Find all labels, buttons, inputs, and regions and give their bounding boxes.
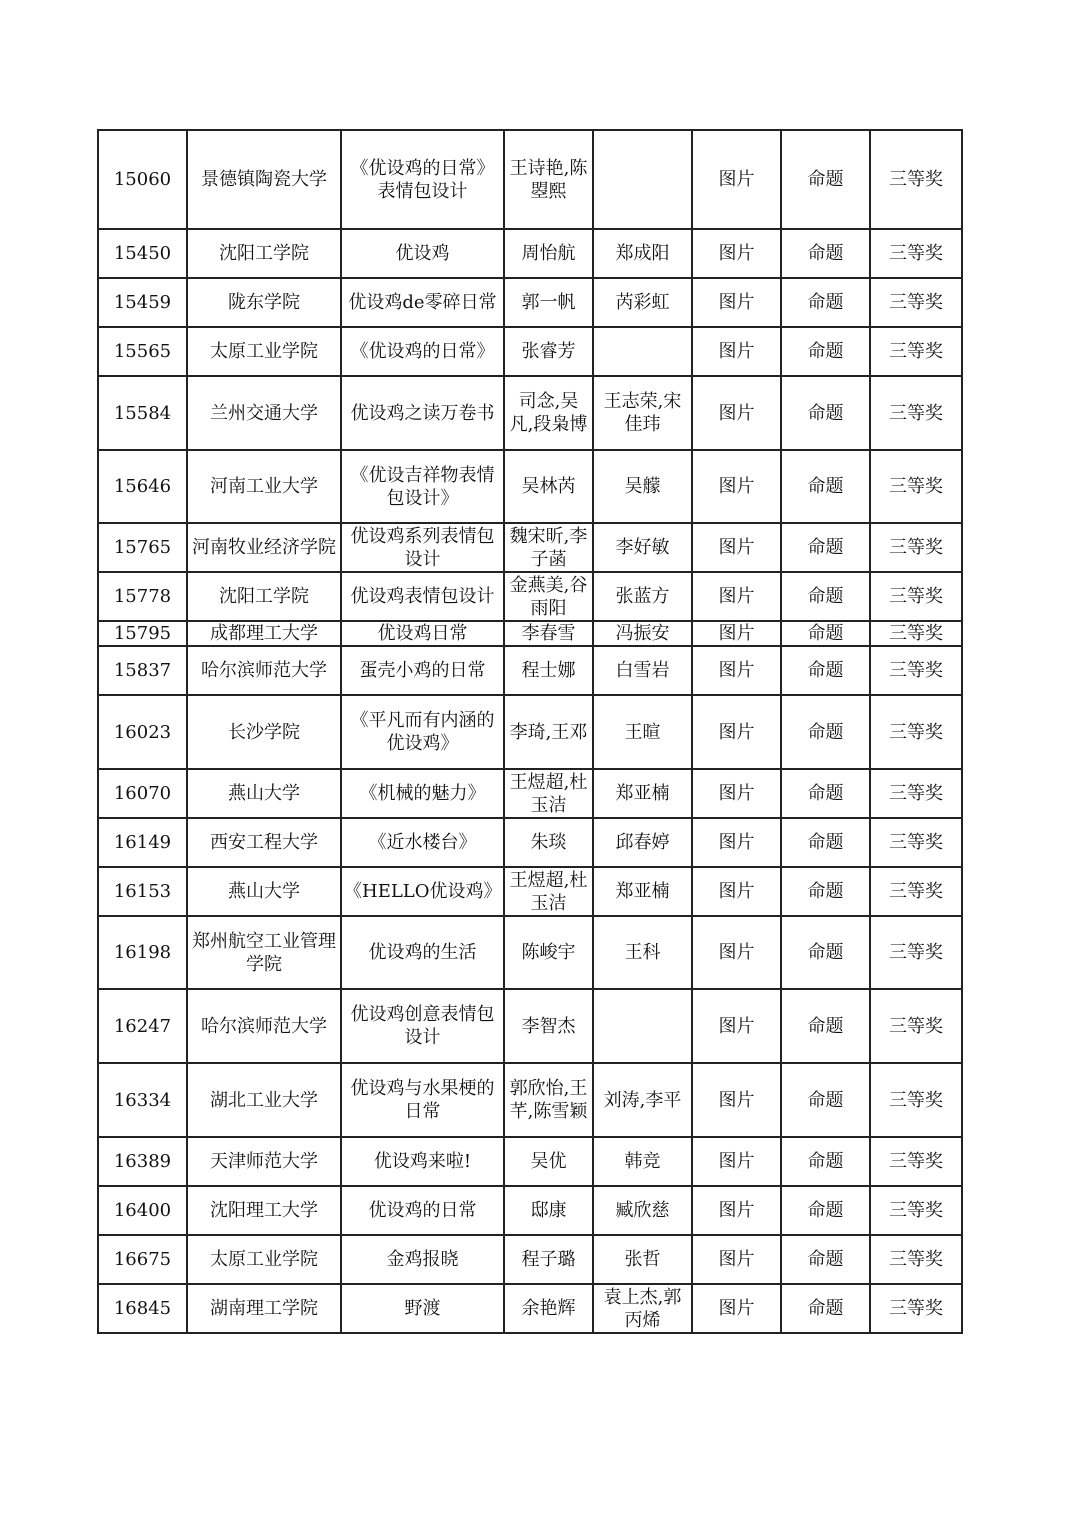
- school-name-cell: 湖南理工学院: [187, 1284, 341, 1333]
- school-name-cell: 燕山大学: [187, 769, 341, 818]
- advisor-cell: 王暄: [593, 695, 692, 769]
- category-cell: 图片: [692, 989, 781, 1063]
- school-name-cell: 兰州交通大学: [187, 376, 341, 450]
- advisor-cell: 郑亚楠: [593, 867, 692, 916]
- award-cell: 三等奖: [870, 769, 962, 818]
- category-cell: 图片: [692, 867, 781, 916]
- advisor-cell: 张哲: [593, 1235, 692, 1284]
- award-cell: 三等奖: [870, 646, 962, 695]
- school-name-cell: 河南工业大学: [187, 450, 341, 523]
- authors-cell: 李琦,王邓: [504, 695, 593, 769]
- authors-cell: 张睿芳: [504, 327, 593, 376]
- entry-id-cell: 16149: [98, 818, 187, 867]
- category-cell: 图片: [692, 916, 781, 989]
- authors-cell: 吴林芮: [504, 450, 593, 523]
- school-name-cell: 陇东学院: [187, 278, 341, 327]
- table-row: [98, 916, 962, 989]
- type-cell: 命题: [781, 450, 870, 523]
- advisor-cell: 邱春婷: [593, 818, 692, 867]
- award-cell: 三等奖: [870, 695, 962, 769]
- advisor-cell: 冯振安: [593, 621, 692, 646]
- work-title-cell: 优设鸡创意表情包设计: [341, 989, 504, 1063]
- type-cell: 命题: [781, 695, 870, 769]
- entry-id-cell: 15778: [98, 572, 187, 621]
- type-cell: 命题: [781, 278, 870, 327]
- table-row: [98, 523, 962, 572]
- advisor-cell: 臧欣慈: [593, 1186, 692, 1235]
- authors-cell: 程子璐: [504, 1235, 593, 1284]
- advisor-cell: 郑成阳: [593, 229, 692, 278]
- advisor-cell: 王志荣,宋佳玮: [593, 376, 692, 450]
- award-cell: 三等奖: [870, 327, 962, 376]
- work-title-cell: 优设鸡: [341, 229, 504, 278]
- advisor-cell: 袁上杰,郭丙烯: [593, 1284, 692, 1333]
- category-cell: 图片: [692, 1235, 781, 1284]
- school-name-cell: 西安工程大学: [187, 818, 341, 867]
- work-title-cell: 《机械的魅力》: [341, 769, 504, 818]
- work-title-cell: 优设鸡与水果梗的日常: [341, 1063, 504, 1137]
- type-cell: 命题: [781, 572, 870, 621]
- award-cell: 三等奖: [870, 572, 962, 621]
- advisor-cell: 李好敏: [593, 523, 692, 572]
- work-title-cell: 《HELLO优设鸡》: [341, 867, 504, 916]
- category-cell: 图片: [692, 1137, 781, 1186]
- entry-id-cell: 16675: [98, 1235, 187, 1284]
- table-row: [98, 621, 962, 646]
- type-cell: 命题: [781, 523, 870, 572]
- table-row: [98, 1235, 962, 1284]
- type-cell: 命题: [781, 916, 870, 989]
- category-cell: 图片: [692, 450, 781, 523]
- authors-cell: 魏宋昕,李子菡: [504, 523, 593, 572]
- table-row: [98, 818, 962, 867]
- entry-id-cell: 15565: [98, 327, 187, 376]
- authors-cell: 郭欣怡,王芊,陈雪颖: [504, 1063, 593, 1137]
- category-cell: 图片: [692, 572, 781, 621]
- award-cell: 三等奖: [870, 621, 962, 646]
- authors-cell: 李智杰: [504, 989, 593, 1063]
- award-cell: 三等奖: [870, 1063, 962, 1137]
- entry-id-cell: 15584: [98, 376, 187, 450]
- table-row: [98, 278, 962, 327]
- table-row: [98, 1063, 962, 1137]
- category-cell: 图片: [692, 376, 781, 450]
- school-name-cell: 景德镇陶瓷大学: [187, 130, 341, 229]
- entry-id-cell: 15450: [98, 229, 187, 278]
- authors-cell: 余艳辉: [504, 1284, 593, 1333]
- entry-id-cell: 16198: [98, 916, 187, 989]
- type-cell: 命题: [781, 376, 870, 450]
- school-name-cell: 湖北工业大学: [187, 1063, 341, 1137]
- work-title-cell: 《平凡而有内涵的优设鸡》: [341, 695, 504, 769]
- category-cell: 图片: [692, 523, 781, 572]
- entry-id-cell: 15459: [98, 278, 187, 327]
- school-name-cell: 郑州航空工业管理学院: [187, 916, 341, 989]
- work-title-cell: 《优设鸡的日常》表情包设计: [341, 130, 504, 229]
- advisor-cell: [593, 327, 692, 376]
- entry-id-cell: 16023: [98, 695, 187, 769]
- work-title-cell: 优设鸡的生活: [341, 916, 504, 989]
- advisor-cell: [593, 130, 692, 229]
- table-row: [98, 572, 962, 621]
- category-cell: 图片: [692, 229, 781, 278]
- entry-id-cell: 16153: [98, 867, 187, 916]
- authors-cell: 李春雪: [504, 621, 593, 646]
- type-cell: 命题: [781, 989, 870, 1063]
- school-name-cell: 燕山大学: [187, 867, 341, 916]
- category-cell: 图片: [692, 1063, 781, 1137]
- award-cell: 三等奖: [870, 130, 962, 229]
- type-cell: 命题: [781, 229, 870, 278]
- category-cell: 图片: [692, 327, 781, 376]
- table-row: [98, 695, 962, 769]
- category-cell: 图片: [692, 818, 781, 867]
- school-name-cell: 沈阳理工大学: [187, 1186, 341, 1235]
- award-cell: 三等奖: [870, 1137, 962, 1186]
- advisor-cell: 张蓝方: [593, 572, 692, 621]
- table-row: [98, 1186, 962, 1235]
- work-title-cell: 优设鸡系列表情包设计: [341, 523, 504, 572]
- table-row: [98, 1137, 962, 1186]
- entry-id-cell: 15060: [98, 130, 187, 229]
- type-cell: 命题: [781, 621, 870, 646]
- authors-cell: 邸康: [504, 1186, 593, 1235]
- award-cell: 三等奖: [870, 523, 962, 572]
- entry-id-cell: 16845: [98, 1284, 187, 1333]
- entry-id-cell: 15765: [98, 523, 187, 572]
- school-name-cell: 太原工业学院: [187, 327, 341, 376]
- school-name-cell: 哈尔滨师范大学: [187, 989, 341, 1063]
- table-row: [98, 450, 962, 523]
- type-cell: 命题: [781, 1137, 870, 1186]
- category-cell: 图片: [692, 621, 781, 646]
- advisor-cell: 韩竞: [593, 1137, 692, 1186]
- table-row: [98, 769, 962, 818]
- award-cell: 三等奖: [870, 376, 962, 450]
- authors-cell: 周怡航: [504, 229, 593, 278]
- award-cell: 三等奖: [870, 867, 962, 916]
- advisor-cell: 刘涛,李平: [593, 1063, 692, 1137]
- entry-id-cell: 16334: [98, 1063, 187, 1137]
- type-cell: 命题: [781, 1063, 870, 1137]
- award-cell: 三等奖: [870, 450, 962, 523]
- entry-id-cell: 15795: [98, 621, 187, 646]
- work-title-cell: 优设鸡之读万卷书: [341, 376, 504, 450]
- award-cell: 三等奖: [870, 818, 962, 867]
- type-cell: 命题: [781, 130, 870, 229]
- authors-cell: 司念,吴凡,段枭博: [504, 376, 593, 450]
- table-row: [98, 1284, 962, 1333]
- award-cell: 三等奖: [870, 989, 962, 1063]
- work-title-cell: 野渡: [341, 1284, 504, 1333]
- school-name-cell: 河南牧业经济学院: [187, 523, 341, 572]
- work-title-cell: 《优设吉祥物表情包设计》: [341, 450, 504, 523]
- table-row: [98, 130, 962, 229]
- work-title-cell: 金鸡报晓: [341, 1235, 504, 1284]
- type-cell: 命题: [781, 769, 870, 818]
- awards-table-body: [98, 130, 962, 1333]
- category-cell: 图片: [692, 130, 781, 229]
- authors-cell: 王煜超,杜玉洁: [504, 769, 593, 818]
- work-title-cell: 优设鸡来啦!: [341, 1137, 504, 1186]
- table-row: [98, 867, 962, 916]
- school-name-cell: 天津师范大学: [187, 1137, 341, 1186]
- entry-id-cell: 16389: [98, 1137, 187, 1186]
- authors-cell: 吴优: [504, 1137, 593, 1186]
- type-cell: 命题: [781, 646, 870, 695]
- authors-cell: 王诗艳,陈曌熙: [504, 130, 593, 229]
- category-cell: 图片: [692, 278, 781, 327]
- school-name-cell: 沈阳工学院: [187, 572, 341, 621]
- school-name-cell: 哈尔滨师范大学: [187, 646, 341, 695]
- award-cell: 三等奖: [870, 229, 962, 278]
- type-cell: 命题: [781, 1284, 870, 1333]
- category-cell: 图片: [692, 1284, 781, 1333]
- entry-id-cell: 16070: [98, 769, 187, 818]
- award-cell: 三等奖: [870, 1186, 962, 1235]
- category-cell: 图片: [692, 769, 781, 818]
- entry-id-cell: 15646: [98, 450, 187, 523]
- type-cell: 命题: [781, 327, 870, 376]
- advisor-cell: 吴艨: [593, 450, 692, 523]
- school-name-cell: 成都理工大学: [187, 621, 341, 646]
- table-row: [98, 229, 962, 278]
- category-cell: 图片: [692, 646, 781, 695]
- school-name-cell: 太原工业学院: [187, 1235, 341, 1284]
- award-cell: 三等奖: [870, 916, 962, 989]
- advisor-cell: 芮彩虹: [593, 278, 692, 327]
- authors-cell: 王煜超,杜玉洁: [504, 867, 593, 916]
- award-cell: 三等奖: [870, 1284, 962, 1333]
- table-row: [98, 646, 962, 695]
- work-title-cell: 优设鸡的日常: [341, 1186, 504, 1235]
- school-name-cell: 长沙学院: [187, 695, 341, 769]
- authors-cell: 金燕美,谷雨阳: [504, 572, 593, 621]
- category-cell: 图片: [692, 695, 781, 769]
- table-row: [98, 327, 962, 376]
- category-cell: 图片: [692, 1186, 781, 1235]
- advisor-cell: 郑亚楠: [593, 769, 692, 818]
- award-cell: 三等奖: [870, 278, 962, 327]
- entry-id-cell: 15837: [98, 646, 187, 695]
- authors-cell: 朱琰: [504, 818, 593, 867]
- type-cell: 命题: [781, 1186, 870, 1235]
- entry-id-cell: 16247: [98, 989, 187, 1063]
- type-cell: 命题: [781, 867, 870, 916]
- authors-cell: 程士娜: [504, 646, 593, 695]
- work-title-cell: 《优设鸡的日常》: [341, 327, 504, 376]
- advisor-cell: [593, 989, 692, 1063]
- work-title-cell: 《近水楼台》: [341, 818, 504, 867]
- awards-table: [97, 129, 963, 1334]
- type-cell: 命题: [781, 1235, 870, 1284]
- work-title-cell: 蛋壳小鸡的日常: [341, 646, 504, 695]
- work-title-cell: 优设鸡日常: [341, 621, 504, 646]
- entry-id-cell: 16400: [98, 1186, 187, 1235]
- table-row: [98, 376, 962, 450]
- school-name-cell: 沈阳工学院: [187, 229, 341, 278]
- advisor-cell: 王科: [593, 916, 692, 989]
- type-cell: 命题: [781, 818, 870, 867]
- work-title-cell: 优设鸡表情包设计: [341, 572, 504, 621]
- authors-cell: 陈峻宇: [504, 916, 593, 989]
- award-cell: 三等奖: [870, 1235, 962, 1284]
- authors-cell: 郭一帆: [504, 278, 593, 327]
- work-title-cell: 优设鸡de零碎日常: [341, 278, 504, 327]
- advisor-cell: 白雪岩: [593, 646, 692, 695]
- table-row: [98, 989, 962, 1063]
